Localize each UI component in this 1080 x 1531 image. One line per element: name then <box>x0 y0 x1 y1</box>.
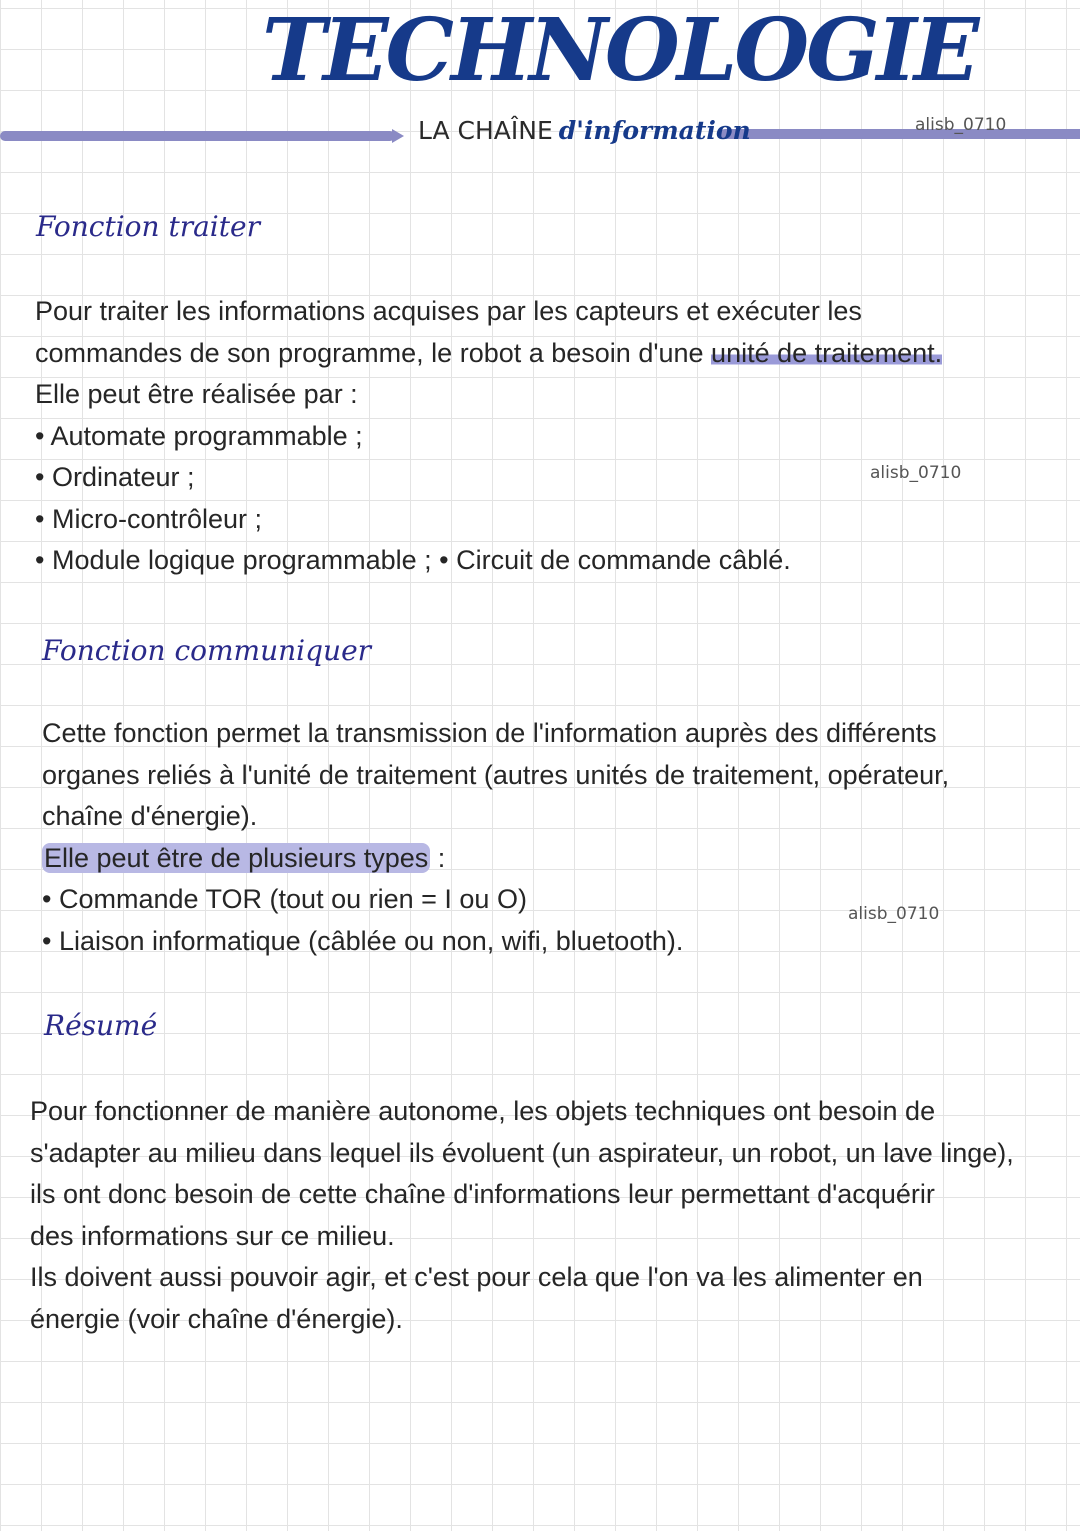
list-item: • Automate programmable ; <box>35 416 942 458</box>
header-decor-bar-left <box>0 131 395 141</box>
list-item: • Module logique programmable ; • Circuit de commande câblé. <box>35 540 942 582</box>
highlight-plusieurs-types: Elle peut être de plusieurs types <box>44 842 429 873</box>
list-item: • Commande TOR (tout ou rien = I ou O) <box>42 879 949 921</box>
subtitle-plain: LA CHAÎNE <box>418 116 553 145</box>
paragraph-line: Pour fonctionner de manière autonome, les objets techniques ont besoin de <box>30 1096 936 1126</box>
section-traiter-body <box>35 291 942 582</box>
heading-fonction-communiquer: Fonction communiquer <box>42 634 372 667</box>
section-resume-body <box>30 1091 1014 1340</box>
page-subtitle <box>418 118 751 143</box>
paragraph-line: énergie (voir chaîne d'énergie). <box>30 1303 403 1334</box>
heading-fonction-traiter: Fonction traiter <box>36 210 260 243</box>
paragraph-line: Elle peut être réalisée par : <box>35 379 358 409</box>
watermark-traiter: alisb_0710 <box>870 463 962 483</box>
paragraph-line: chaîne d'énergie). <box>42 801 258 831</box>
paragraph-line: s'adapter au milieu dans lequel ils évoluent (un aspirateur, un robot, un lave linge), <box>30 1137 1014 1168</box>
paragraph-line <box>35 333 942 375</box>
highlight-unite-de-traitement: unité de traitement. <box>711 337 943 368</box>
paragraph-line: ils ont donc besoin de cette chaîne d'informations leur permettant d'acquérir <box>30 1179 935 1209</box>
paragraph-line: des informations sur ce milieu. <box>30 1220 395 1251</box>
paragraph-line: Ils doivent aussi pouvoir agir, et c'est pour cela que l'on va les alimenter en <box>30 1262 923 1292</box>
subtitle-script: d'information <box>558 116 751 145</box>
list-item: • Ordinateur ; <box>35 457 942 499</box>
watermark-communiquer: alisb_0710 <box>848 904 940 924</box>
paragraph-segment: : <box>430 842 446 873</box>
section-communiquer-body <box>42 713 949 962</box>
paragraph-line: Pour traiter les informations acquises par les capteurs et exécuter les <box>35 296 862 326</box>
paragraph-line <box>42 838 949 880</box>
paragraph-line: Cette fonction permet la transmission de l'information auprès des différents <box>42 718 937 748</box>
watermark-top: alisb_0710 <box>915 115 1007 135</box>
list-item: • Micro-contrôleur ; <box>35 499 942 541</box>
paragraph-line: organes reliés à l'unité de traitement (autres unités de traitement, opérateur, <box>42 759 950 790</box>
paragraph-segment: commandes de son programme, le robot a besoin d'une <box>35 337 712 368</box>
heading-resume: Résumé <box>44 1009 158 1042</box>
header-decor-bar-right <box>720 129 1080 139</box>
list-item: • Liaison informatique (câblée ou non, wifi, bluetooth). <box>42 921 949 963</box>
page-title: TECHNOLOGIE <box>262 0 977 101</box>
